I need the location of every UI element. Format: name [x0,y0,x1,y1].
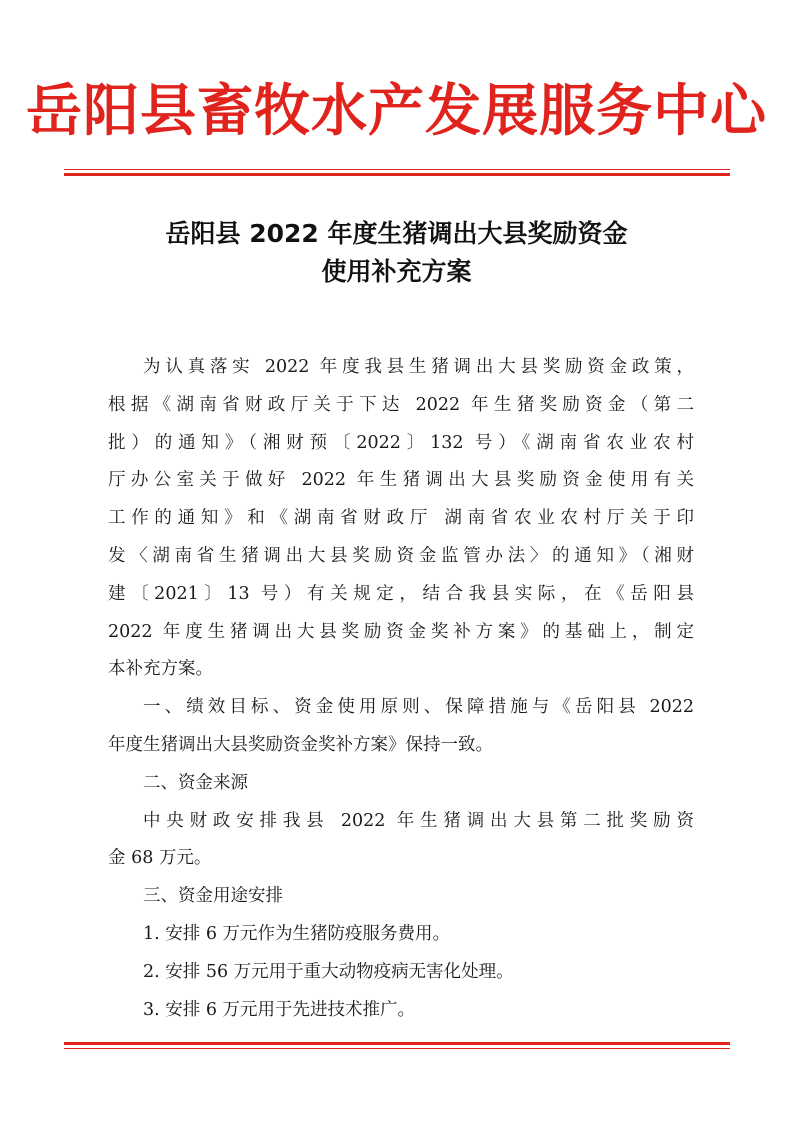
text-line: 发〈湖南省生猪调出大县奖励资金监管办法〉的通知》（湘财 [108,545,694,566]
footer-rule-thin [64,1048,730,1049]
issuing-organization: 岳阳县畜牧水产发展服务中心 [26,79,767,144]
section-2-heading [108,765,694,803]
text-line: 年度生猪调出大县奖励资金奖补方案》保持一致。 [108,734,493,755]
text-line: 工作的通知》和《湖南省财政厅 湖南省农业农村厅关于印 [108,508,694,529]
text-line: 为认真落实 2022 年度我县生猪调出大县奖励资金政策， [143,357,694,377]
text-line: 批）的通知》（湘财预〔2022〕132 号）《湖南省农业农村 [108,432,694,453]
text-line: 本补充方案。 [108,659,213,680]
list-item: 1. 安排 6 万元作为生猪防疫服务费用。 [143,923,451,944]
document-title-line-2: 使用补充方案 [321,257,472,286]
document-body [108,349,694,1029]
fund-usage-list [108,916,694,1029]
list-item: 2. 安排 56 万元用于重大动物疫病无害化处理。 [143,961,514,982]
intro-paragraph [108,349,694,689]
footer-rule-thick [64,1042,730,1045]
section-2-paragraph [108,803,694,879]
text-line: 2022 年度生猪调出大县奖励资金奖补方案》的基础上，制定 [108,621,694,642]
section-3-heading [108,878,694,916]
header-rule-thin [64,169,730,170]
text-line: 一、绩效目标、资金使用原则、保障措施与《岳阳县 2022 [143,697,694,718]
section-1-paragraph [108,689,694,765]
header-rule-thick [64,173,730,176]
text-line: 中央财政安排我县 2022 年生猪调出大县第二批奖励资 [143,810,694,831]
section-heading: 二、资金来源 [143,772,248,793]
text-line: 金 68 万元。 [108,848,212,869]
list-item: 3. 安排 6 万元用于先进技术推广。 [143,999,416,1020]
text-line: 厅办公室关于做好 2022 年生猪调出大县奖励资金使用有关 [108,470,694,491]
section-heading: 三、资金用途安排 [143,886,283,907]
document-title-line-1: 岳阳县 2022 年度生猪调出大县奖励资金 [165,219,628,248]
text-line: 建〔2021〕13 号）有关规定，结合我县实际，在《岳阳县 [108,583,694,604]
text-line: 根据《湖南省财政厅关于下达 2022 年生猪奖励资金（第二 [108,394,694,415]
